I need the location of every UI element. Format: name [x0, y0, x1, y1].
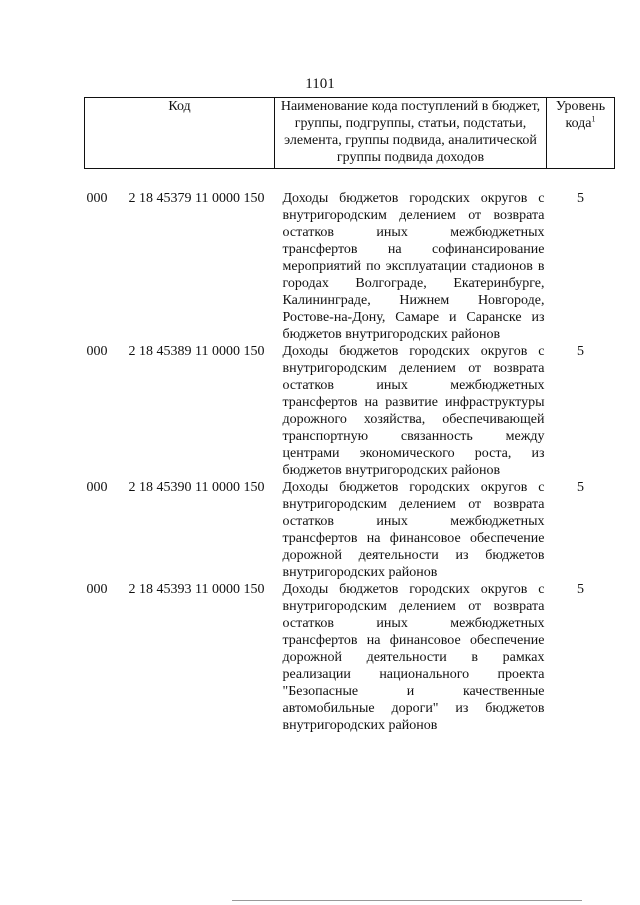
code-level: 5	[577, 480, 584, 495]
code-level: 5	[577, 344, 584, 359]
code-level: 5	[577, 191, 584, 206]
revenue-name: Доходы бюджетов городских округов с внутригородским делением от возврата остатков иных межбюджетных трансфертов на финансовое обеспечение дорожной деятельности из бюджетов внутригородских районов	[282, 480, 545, 580]
admin-code: 000	[86, 344, 108, 359]
table-body	[85, 169, 615, 735]
footnote-marker: 1	[591, 114, 596, 124]
code-level: 5	[577, 582, 584, 597]
revenue-codes-table	[84, 97, 615, 734]
scan-edge-line	[232, 900, 582, 901]
code-cell	[85, 581, 275, 734]
admin-code: 000	[86, 191, 108, 206]
revenue-code: 2 18 45390 11 0000 150	[128, 480, 265, 495]
header-code: Код	[85, 98, 275, 169]
code-cell	[85, 343, 275, 479]
table-row	[85, 581, 615, 734]
revenue-name: Доходы бюджетов городских округов с внутригородским делением от возврата остатков иных межбюджетных трансфертов на финансовое обеспечение дорожной деятельности в рамках реализации национального проекта "Безопасные и качественные автомобильные дороги" из бюджетов внутригородских районов	[282, 582, 545, 733]
admin-code: 000	[86, 582, 108, 597]
page-number: 1101	[305, 76, 335, 92]
code-cell	[85, 190, 275, 343]
revenue-code: 2 18 45379 11 0000 150	[128, 191, 265, 206]
revenue-code: 2 18 45389 11 0000 150	[128, 344, 265, 359]
code-cell	[85, 479, 275, 581]
header-name: Наименование кода поступлений в бюджет, группы, подгруппы, статьи, подстатьи, элемента, группы подвида, аналитической группы подвида доходов	[275, 98, 547, 169]
header-level-label: Уровень кода	[555, 99, 606, 131]
table-header	[85, 98, 615, 169]
revenue-name: Доходы бюджетов городских округов с внутригородским делением от возврата остатков иных межбюджетных трансфертов на софинансирование мероприятий по эксплуатации стадионов в городах Волгограде, Екатеринбурге, Калининграде, Нижнем Новгороде, Ростове-на-Дону, Самаре и Саранске из бюджетов внутригородских районов	[282, 191, 545, 342]
admin-code: 000	[86, 480, 108, 495]
table-row	[85, 190, 615, 343]
revenue-name: Доходы бюджетов городских округов с внутригородским делением от возврата остатков иных межбюджетных трансфертов на развитие инфраструктуры дорожного хозяйства, обеспечивающей транспортную связанность между центрами экономического роста, из бюджетов внутригородских районов	[282, 344, 545, 478]
table-row	[85, 343, 615, 479]
revenue-code: 2 18 45393 11 0000 150	[128, 582, 265, 597]
table-row	[85, 479, 615, 581]
header-level	[547, 98, 615, 169]
